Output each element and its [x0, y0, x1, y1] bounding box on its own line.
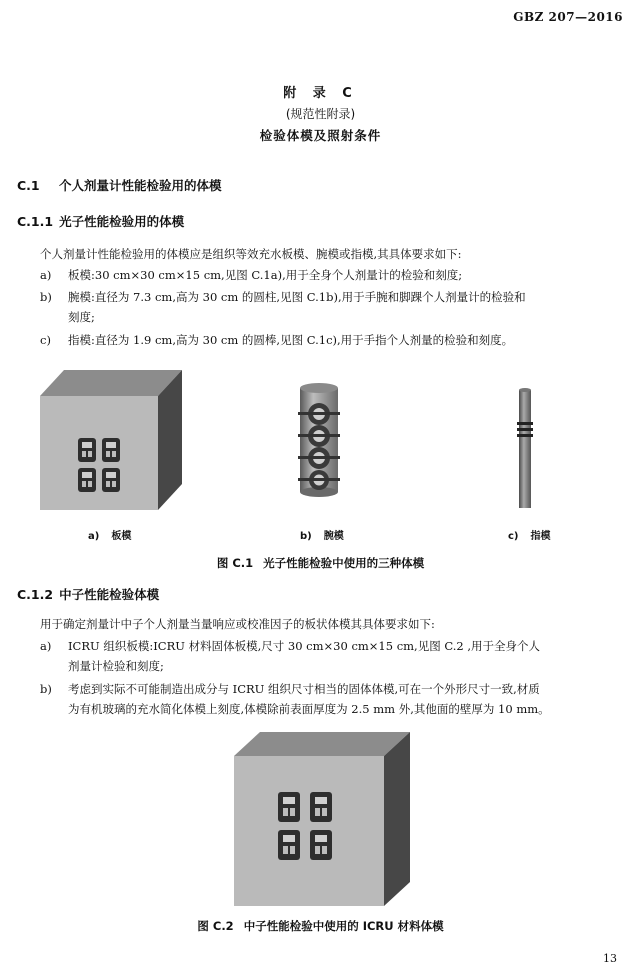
- slab-front-face: [40, 396, 158, 510]
- slab-phantom-figure: [36, 366, 186, 512]
- fig-c1c-caption: [508, 527, 551, 542]
- fig-c1a-caption: [88, 527, 131, 542]
- item-text-cont: 剂量计检验和刻度;: [68, 659, 164, 673]
- page-number: 13: [603, 952, 617, 965]
- dosimeter-icon: [278, 830, 300, 860]
- finger-phantom-figure: [514, 386, 536, 512]
- section-title: 个人剂量计性能检验用的体模: [59, 178, 222, 193]
- appendix-label: 附 录 C: [283, 86, 358, 101]
- item-text-cont: 刻度;: [68, 310, 95, 324]
- item-text-cont: 为有机玻璃的充水简化体模上刻度,体模除前表面厚度为 2.5 mm 外,其他面的壁厚为 10 mm。: [68, 702, 550, 716]
- c11-intro: 个人剂量计性能检验用的体模应是组织等效充水板模、腕模或指模,其具体要求如下:: [40, 247, 462, 261]
- item-label: a): [40, 639, 52, 653]
- cylinder-top: [300, 383, 338, 393]
- caption-name: 指模: [530, 531, 551, 542]
- item-text: 板模:30 cm×30 cm×15 cm,见图 C.1a),用于全身个人剂量计的检验和刻度;: [68, 268, 463, 282]
- caption-letter: a): [88, 531, 100, 542]
- appendix-note: (规范性附录): [285, 107, 356, 121]
- section-c11-heading: [17, 212, 184, 230]
- caption-name: 板模: [111, 531, 132, 542]
- figure-label: 图 C.1: [216, 556, 254, 570]
- fig-c1-caption: [0, 555, 641, 571]
- item-text: 考虑到实际不可能制造出成分与 ICRU 组织尺寸相当的固体体模,可在一个外形尺寸一致,材质: [68, 682, 540, 696]
- caption-name: 腕模: [323, 531, 344, 542]
- appendix-title: 检验体模及照射条件: [259, 128, 382, 143]
- slab-front-face: [234, 756, 384, 906]
- section-number: C.1: [17, 178, 40, 193]
- dosimeter-icon: [310, 792, 332, 822]
- wrist-phantom-figure: [294, 382, 344, 498]
- dosimeter-icon: [310, 830, 332, 860]
- c12-item-a: [40, 636, 635, 676]
- fig-c1b-caption: [300, 527, 344, 542]
- section-c1-heading: [17, 176, 222, 194]
- rod-body: [519, 390, 531, 508]
- c12-intro: 用于确定剂量计中子个人剂量当量响应或校准因子的板状体模其具体要求如下:: [40, 617, 435, 631]
- c12-item-b: [40, 679, 635, 719]
- section-title: 中子性能检验体模: [59, 587, 160, 602]
- slab-side-face: [384, 732, 410, 906]
- slab-top-face: [234, 732, 410, 756]
- item-label: c): [40, 333, 51, 347]
- dosimeter-icon: [78, 468, 96, 492]
- fig-c2-caption: [0, 918, 641, 934]
- item-text: ICRU 组织板模:ICRU 材料固体板模,尺寸 30 cm×30 cm×15 cm,见图 C.2 ,用于全身个人: [68, 639, 541, 653]
- figure-label: 图 C.2: [197, 919, 234, 933]
- c11-item-b: [40, 287, 635, 327]
- rod-top: [519, 388, 531, 392]
- caption-letter: b): [300, 531, 312, 542]
- section-number: C.1.2: [17, 587, 54, 602]
- icru-phantom-figure: [230, 730, 414, 908]
- section-c12-heading: [17, 585, 159, 603]
- item-label: b): [40, 682, 52, 696]
- dosimeter-icon: [102, 438, 120, 462]
- caption-letter: c): [508, 531, 519, 542]
- standard-number: GBZ 207—2016: [513, 10, 623, 24]
- item-label: a): [40, 268, 52, 282]
- slab-top-face: [40, 370, 182, 396]
- figure-title: 中子性能检验中使用的 ICRU 材料体模: [243, 919, 444, 933]
- section-title: 光子性能检验用的体模: [59, 214, 185, 229]
- item-text: 指模:直径为 1.9 cm,高为 30 cm 的圆棒,见图 C.1c),用于手指个人剂量的检验和刻度。: [68, 333, 514, 347]
- item-label: b): [40, 290, 52, 304]
- finger-rings: [517, 422, 533, 437]
- dosimeter-icon: [278, 792, 300, 822]
- item-text: 腕模:直径为 7.3 cm,高为 30 cm 的圆柱,见图 C.1b),用于手腕和脚踝个人剂量计的检验和: [68, 290, 526, 304]
- figure-title: 光子性能检验中使用的三种体模: [263, 556, 425, 570]
- section-number: C.1.1: [17, 214, 54, 229]
- dosimeter-icon: [102, 468, 120, 492]
- dosimeter-icon: [78, 438, 96, 462]
